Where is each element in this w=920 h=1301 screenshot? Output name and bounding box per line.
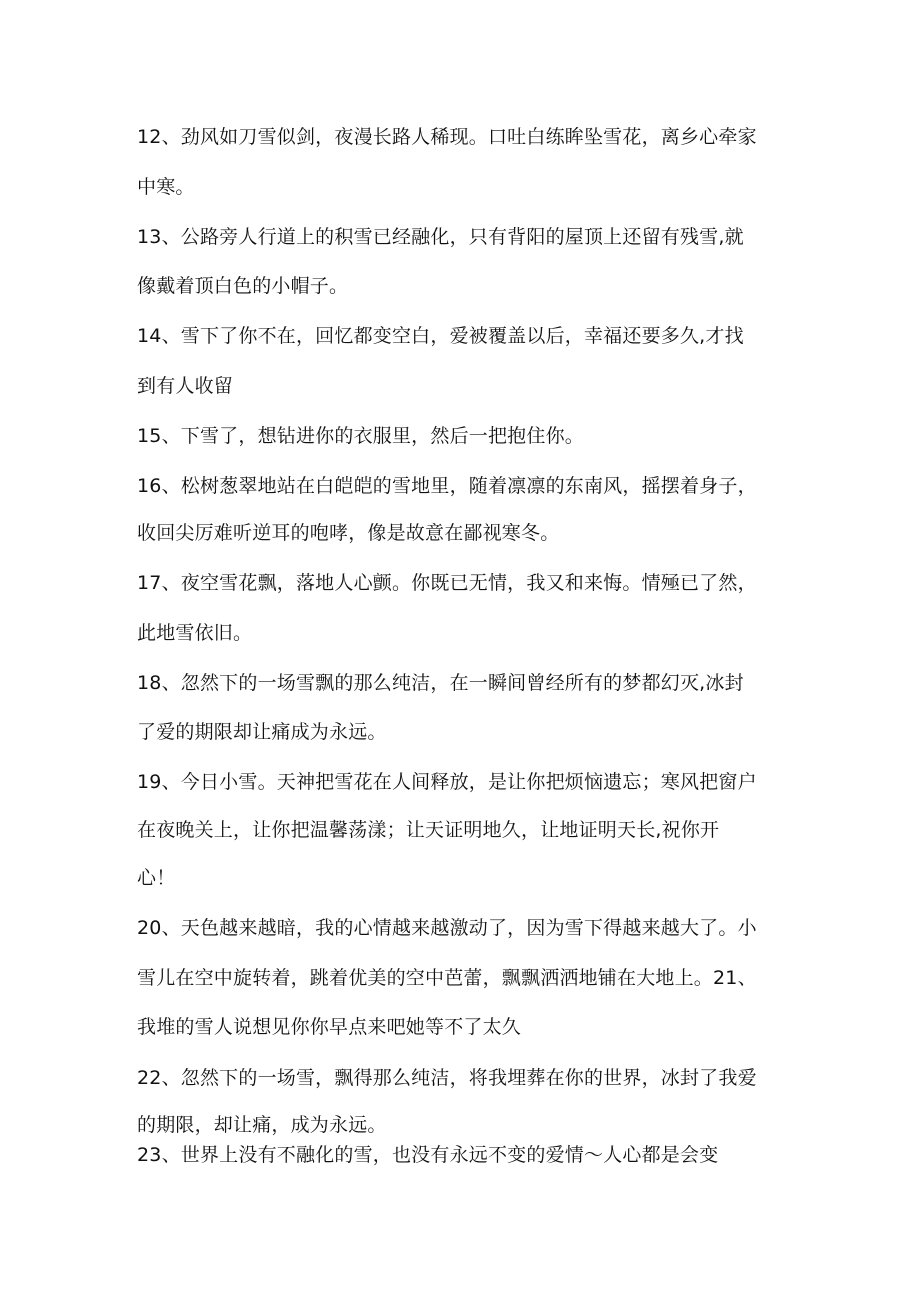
text-line: 20、天色越来越暗，我的心情越来越激动了，因为雪下得越来越大了。小 [137, 917, 757, 939]
text-line: 18、忽然下的一场雪飘的那么纯洁，在一瞬间曾经所有的梦都幻灭,冰封 [137, 672, 744, 694]
text-line: 17、夜空雪花飘，落地人心颤。你既已无情，我又和来悔。情殛已了然， [137, 572, 757, 594]
text-line: 22、忽然下的一场雪，飘得那么纯洁，将我埋葬在你的世界，冰封了我爱 [137, 1067, 757, 1089]
text-line: 16、松树葱翠地站在白皑皑的雪地里，随着凛凛的东南风，摇摆着身子， [137, 475, 757, 497]
text-line: 我堆的雪人说想见你你早点来吧她等不了太久 [137, 1016, 522, 1038]
text-line: 23、世界上没有不融化的雪，也没有永远不变的爱情～人心都是会变 [137, 1144, 719, 1166]
text-line: 14、雪下了你不在，回忆都变空白，爱被覆盖以后，幸福还要多久,才找 [137, 325, 744, 347]
text-line: 收回尖厉难听逆耳的咆哮，像是故意在鄙视寒冬。 [137, 522, 560, 544]
text-line: 的期限，却让痛，成为永远。 [137, 1114, 387, 1136]
text-line: 心！ [137, 867, 176, 889]
text-line: 了爱的期限却让痛成为永远。 [137, 721, 387, 743]
text-line: 中寒。 [137, 176, 195, 198]
text-line: 在夜晚关上，让你把温馨荡漾；让天证明地久，让地证明天长,祝你开 [137, 819, 720, 841]
text-line: 雪儿在空中旋转着，跳着优美的空中芭蕾，飘飘洒洒地铺在大地上。21、 [137, 967, 757, 989]
text-line: 19、今日小雪。天神把雪花在人间释放，是让你把烦恼遗忘；寒风把窗户 [137, 771, 757, 793]
text-line: 15、下雪了，想钻进你的衣服里，然后一把抱住你。 [137, 425, 584, 447]
text-line: 12、劲风如刀雪似剑，夜漫长路人稀现。口吐白练眸坠雪花，离乡心牵家 [137, 126, 757, 148]
text-line: 13、公路旁人行道上的积雪已经融化，只有背阳的屋顶上还留有残雪,就 [137, 226, 744, 248]
text-line: 此地雪依旧。 [137, 622, 253, 644]
text-line: 像戴着顶白色的小帽子。 [137, 275, 349, 297]
text-line: 到有人收留 [137, 375, 234, 397]
